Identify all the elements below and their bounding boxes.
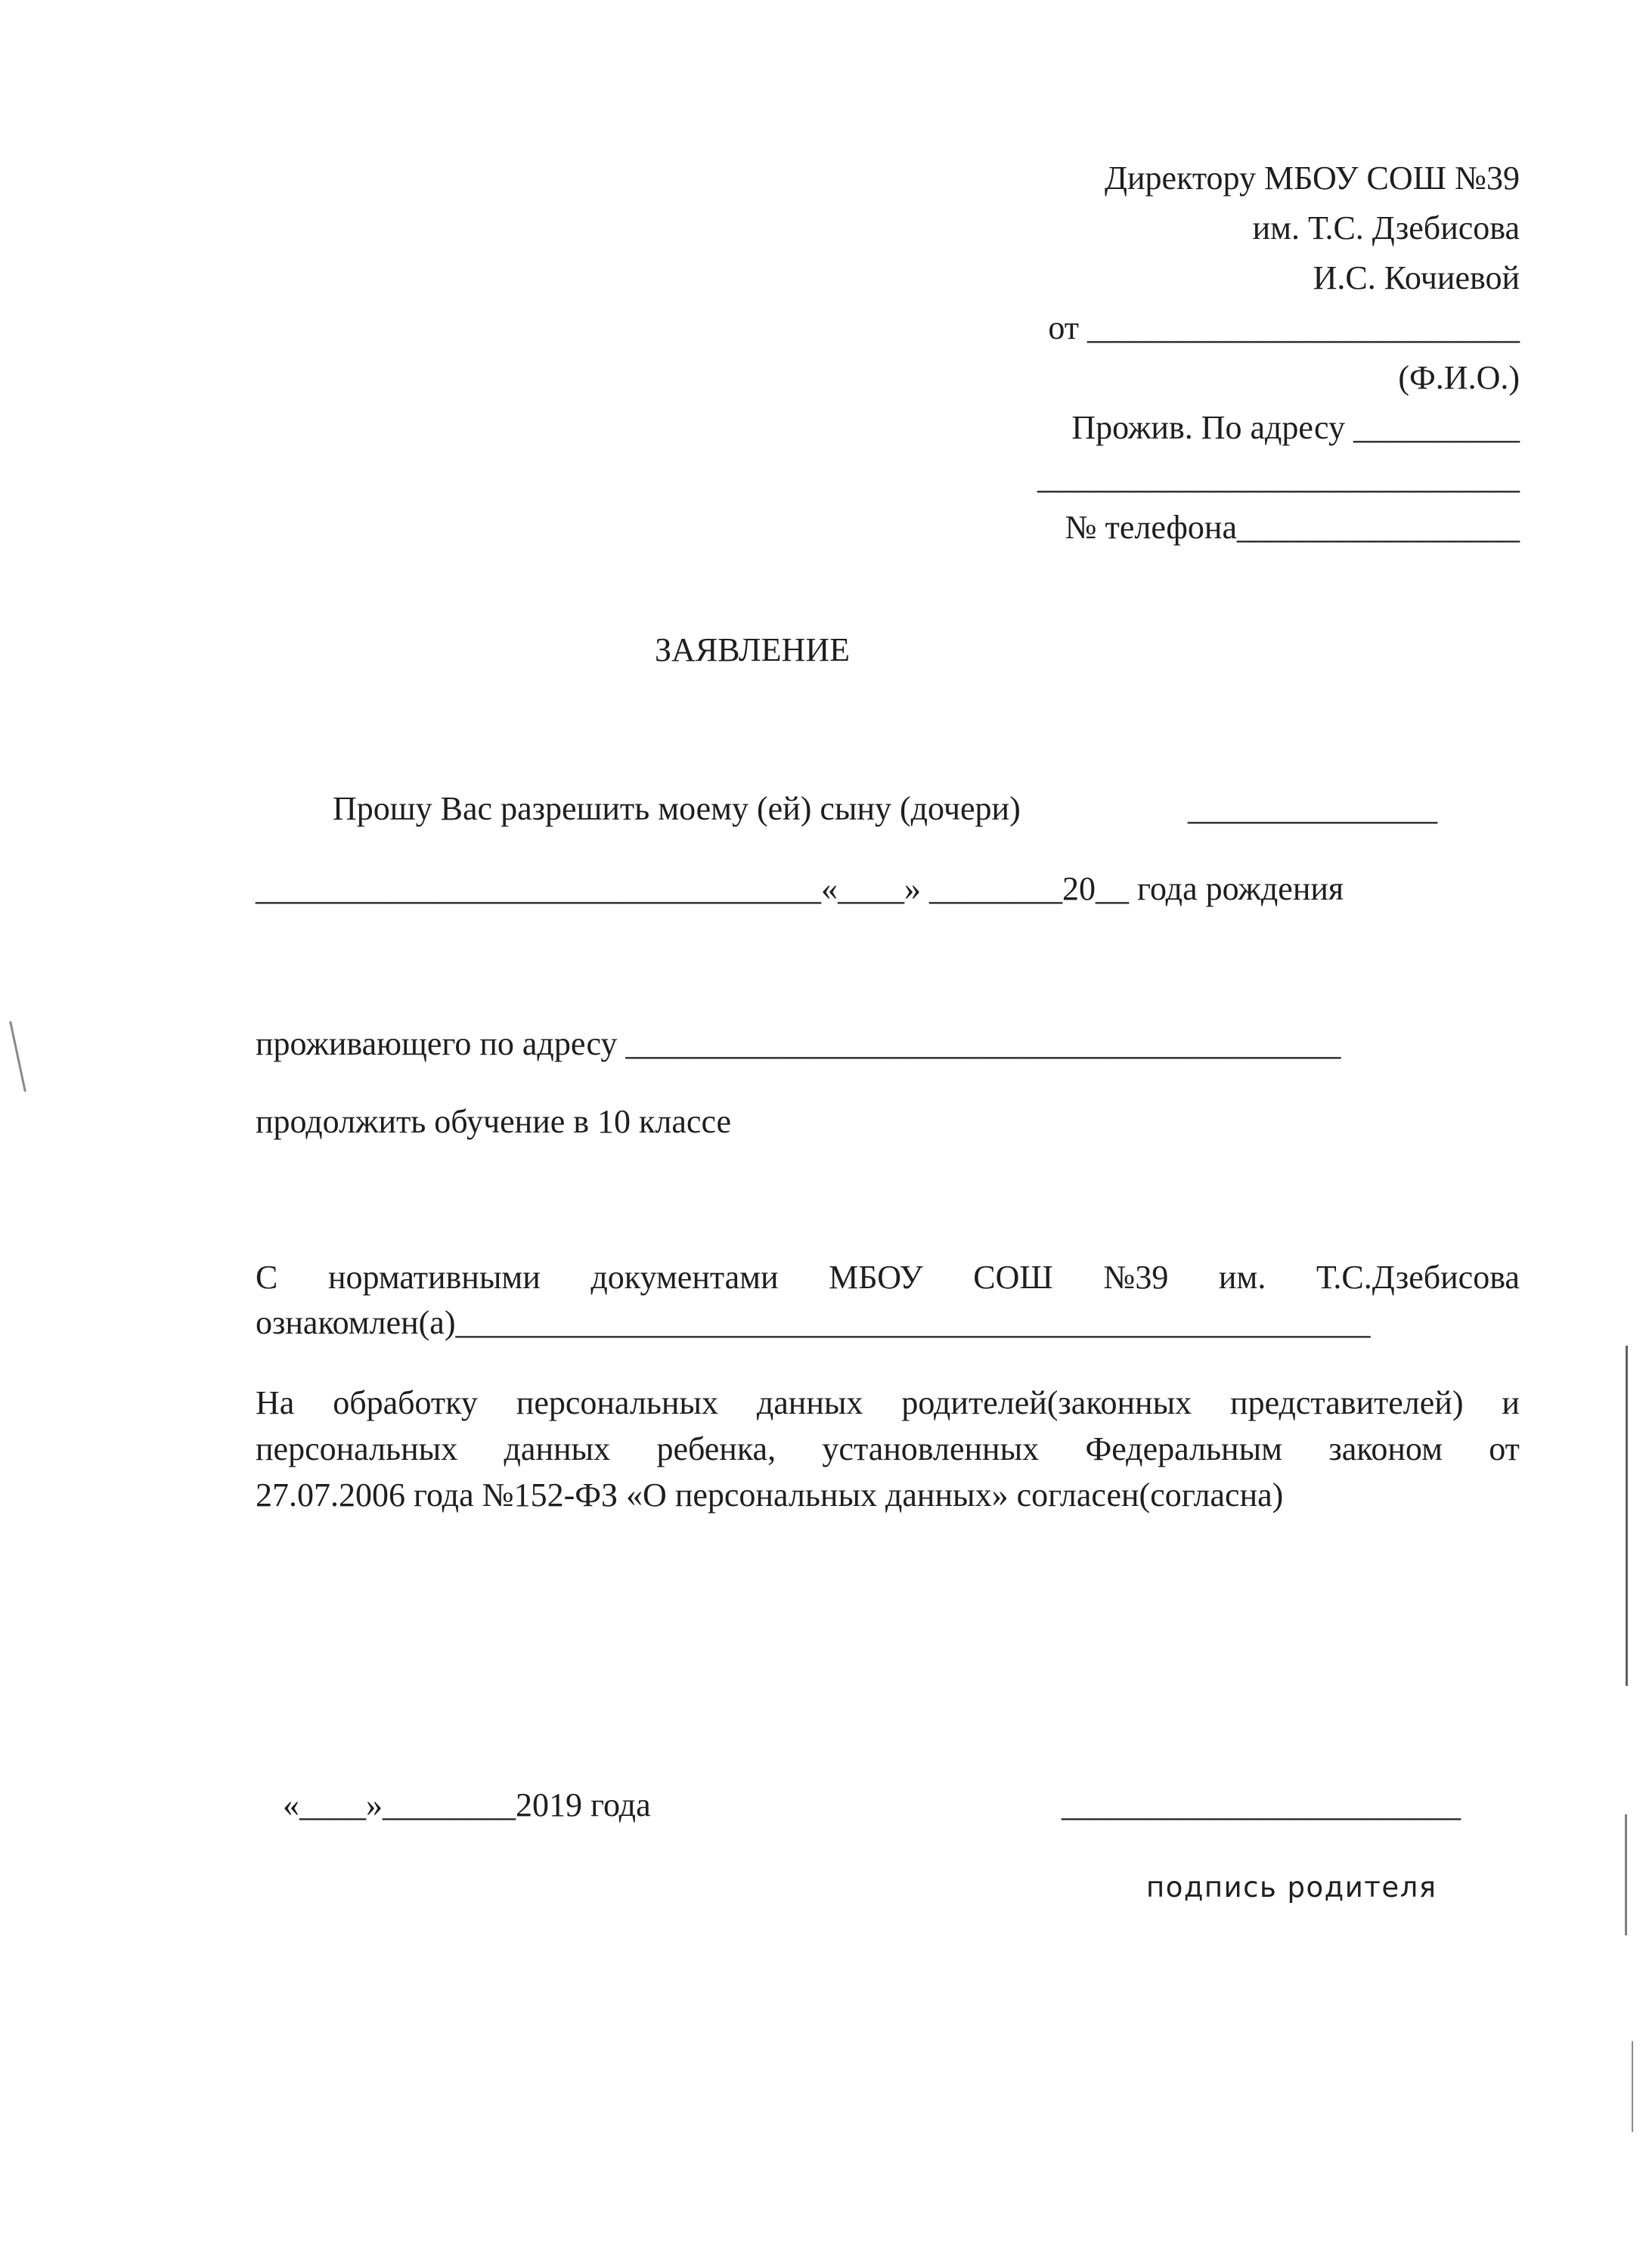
consent-line-3: 27.07.2006 года №152-ФЗ «О персональных данных» согласен(согласна) — [256, 1476, 1284, 1514]
scan-edge-mark — [1625, 1814, 1627, 1935]
docs-word: МБОУ — [829, 1259, 923, 1296]
fio-hint: (Ф.И.О.) — [1398, 359, 1520, 396]
scan-edge-mark — [1632, 2041, 1633, 2132]
consent-word: данных — [756, 1384, 863, 1421]
date-field: «____»________2019 года — [283, 1786, 651, 1823]
scan-edge-mark — [1626, 1346, 1628, 1686]
docs-word: С — [256, 1259, 278, 1296]
residence-address-field: Прожив. По адресу __________ — [1071, 409, 1520, 446]
consent-word: родителей(законных — [901, 1384, 1192, 1421]
continue-study-line: продолжить обучение в 10 классе — [256, 1103, 732, 1140]
consent-word: персональных — [516, 1384, 718, 1421]
child-name-blank: _______________ — [1188, 790, 1437, 827]
addressee-line-principal-name: И.С. Кочиевой — [1313, 259, 1520, 296]
docs-word: СОШ — [973, 1259, 1053, 1296]
request-line: Прошу Вас разрешить моему (ей) сыну (дочери) — [333, 790, 1021, 827]
consent-word: от — [1489, 1430, 1520, 1467]
docs-word: Т.С.Дзебисова — [1316, 1259, 1520, 1296]
consent-word: и — [1502, 1384, 1520, 1421]
consent-word: данных — [504, 1430, 611, 1467]
docs-word: документами — [590, 1259, 779, 1296]
consent-word: Федеральным — [1085, 1430, 1282, 1467]
child-birth-line: __________________________________«____» ________20__ года рождения — [256, 870, 1344, 907]
from-field: от __________________________ — [1048, 309, 1520, 346]
consent-word: установленных — [822, 1430, 1040, 1467]
signature-blank: ________________________ — [1062, 1786, 1461, 1823]
consent-line-1 — [256, 1384, 1520, 1421]
acquainted-field: ознакомлен(а)_______________________________________________________ — [256, 1304, 1371, 1341]
consent-word: представителей) — [1230, 1384, 1464, 1421]
consent-word: ребенка, — [656, 1430, 776, 1467]
address-continuation-blank: _____________________________ — [1037, 459, 1520, 496]
consent-word: персональных — [256, 1430, 458, 1467]
consent-word: законом — [1328, 1430, 1443, 1467]
docs-word: №39 — [1103, 1259, 1169, 1296]
addressee-line-school-name: им. Т.С. Дзебисова — [1252, 209, 1520, 246]
consent-word: На — [256, 1384, 295, 1421]
document-title: ЗАЯВЛЕНИЕ — [655, 631, 850, 668]
docs-word: нормативными — [327, 1259, 541, 1296]
child-address-line: проживающего по адресу ___________________________________________ — [256, 1025, 1341, 1062]
documents-ack-line — [256, 1261, 1520, 1294]
phone-field: № телефона_________________ — [1065, 509, 1520, 546]
addressee-line-director: Директору МБОУ СОШ №39 — [1105, 160, 1520, 197]
scan-edge-mark — [9, 1021, 26, 1092]
consent-word: обработку — [333, 1384, 478, 1421]
docs-word: им. — [1218, 1259, 1266, 1296]
signature-label: подпись родителя — [1146, 1871, 1437, 1904]
consent-line-2 — [256, 1430, 1520, 1467]
